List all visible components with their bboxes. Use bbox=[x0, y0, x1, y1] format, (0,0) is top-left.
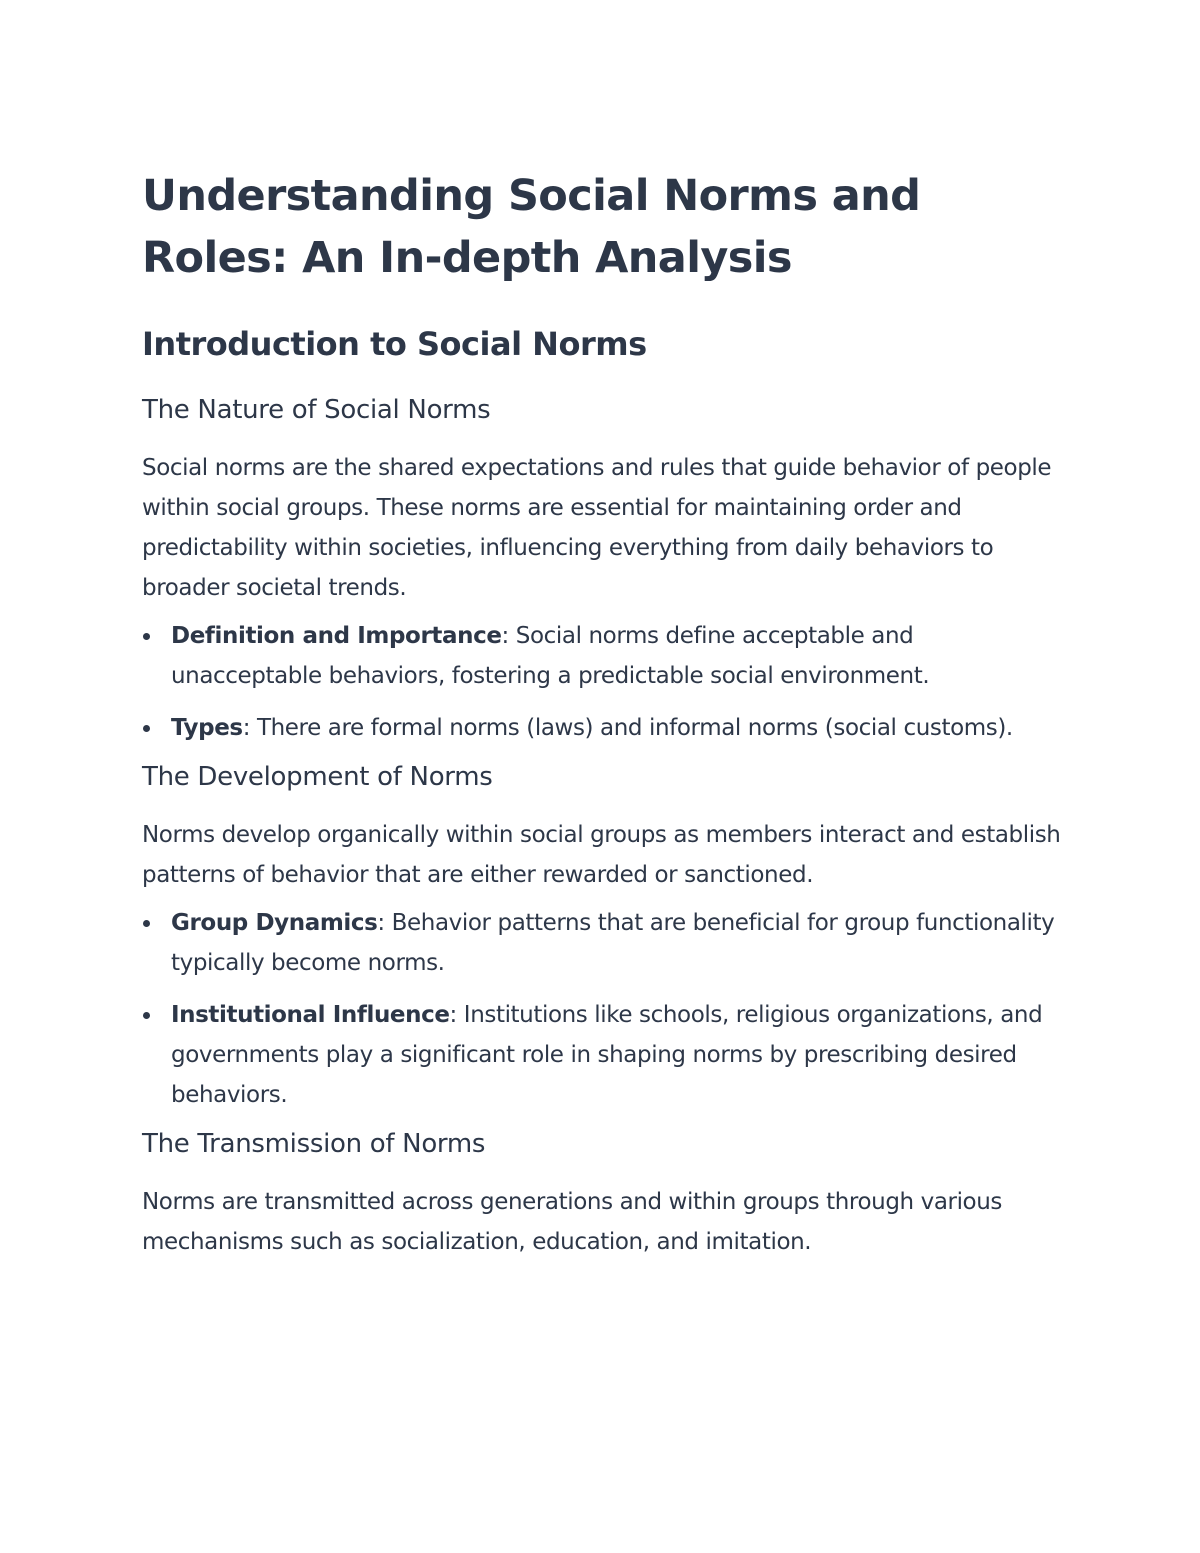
bullet-list bbox=[142, 616, 1062, 748]
list-item-term: Institutional Influence bbox=[171, 1002, 450, 1028]
list-item bbox=[142, 903, 1062, 983]
subsection-nature-of-norms bbox=[142, 393, 1062, 748]
list-item-text: : Institutions like schools, religious organizations, and governments play a significant role in shaping norms by prescribing desired behaviors. bbox=[171, 1002, 1043, 1108]
subsection-development-of-norms bbox=[142, 760, 1062, 1115]
list-item bbox=[142, 616, 1062, 696]
list-item-text: : Behavior patterns that are beneficial for group functionality typically become norms. bbox=[171, 910, 1055, 976]
document-page bbox=[142, 165, 1062, 1262]
list-item-term: Types bbox=[171, 715, 243, 741]
bullet-icon bbox=[143, 920, 150, 927]
subsection-heading: The Transmission of Norms bbox=[142, 1129, 486, 1159]
subsection-transmission-of-norms bbox=[142, 1127, 1062, 1262]
document-title: Understanding Social Norms and Roles: An In-depth Analysis bbox=[142, 171, 921, 283]
bullet-icon bbox=[143, 1012, 150, 1019]
subsection-paragraph: Norms develop organically within social groups as members interact and establish patterns of behavior that are either rewarded or sanctioned. bbox=[142, 822, 1061, 888]
list-item-term: Group Dynamics bbox=[171, 910, 378, 936]
list-item-text: : Social norms define acceptable and unacceptable behaviors, fostering a predictable social environment. bbox=[171, 623, 930, 689]
bullet-icon bbox=[143, 633, 150, 640]
bullet-list bbox=[142, 903, 1062, 1115]
list-item bbox=[142, 995, 1062, 1115]
subsection-paragraph: Social norms are the shared expectations and rules that guide behavior of people within social groups. These norms are essential for maintaining order and predictability within societies, influencing everything from daily behaviors to broader societal trends. bbox=[142, 455, 1052, 601]
list-item-text: : There are formal norms (laws) and informal norms (social customs). bbox=[242, 715, 1013, 741]
list-item bbox=[142, 708, 1062, 748]
section-heading-introduction: Introduction to Social Norms bbox=[142, 325, 647, 363]
bullet-icon bbox=[143, 725, 150, 732]
subsection-heading: The Development of Norms bbox=[142, 762, 493, 792]
list-item-term: Definition and Importance bbox=[171, 623, 502, 649]
subsection-heading: The Nature of Social Norms bbox=[142, 395, 491, 425]
subsection-paragraph: Norms are transmitted across generations and within groups through various mechanisms such as socialization, education, and imitation. bbox=[142, 1189, 1002, 1255]
